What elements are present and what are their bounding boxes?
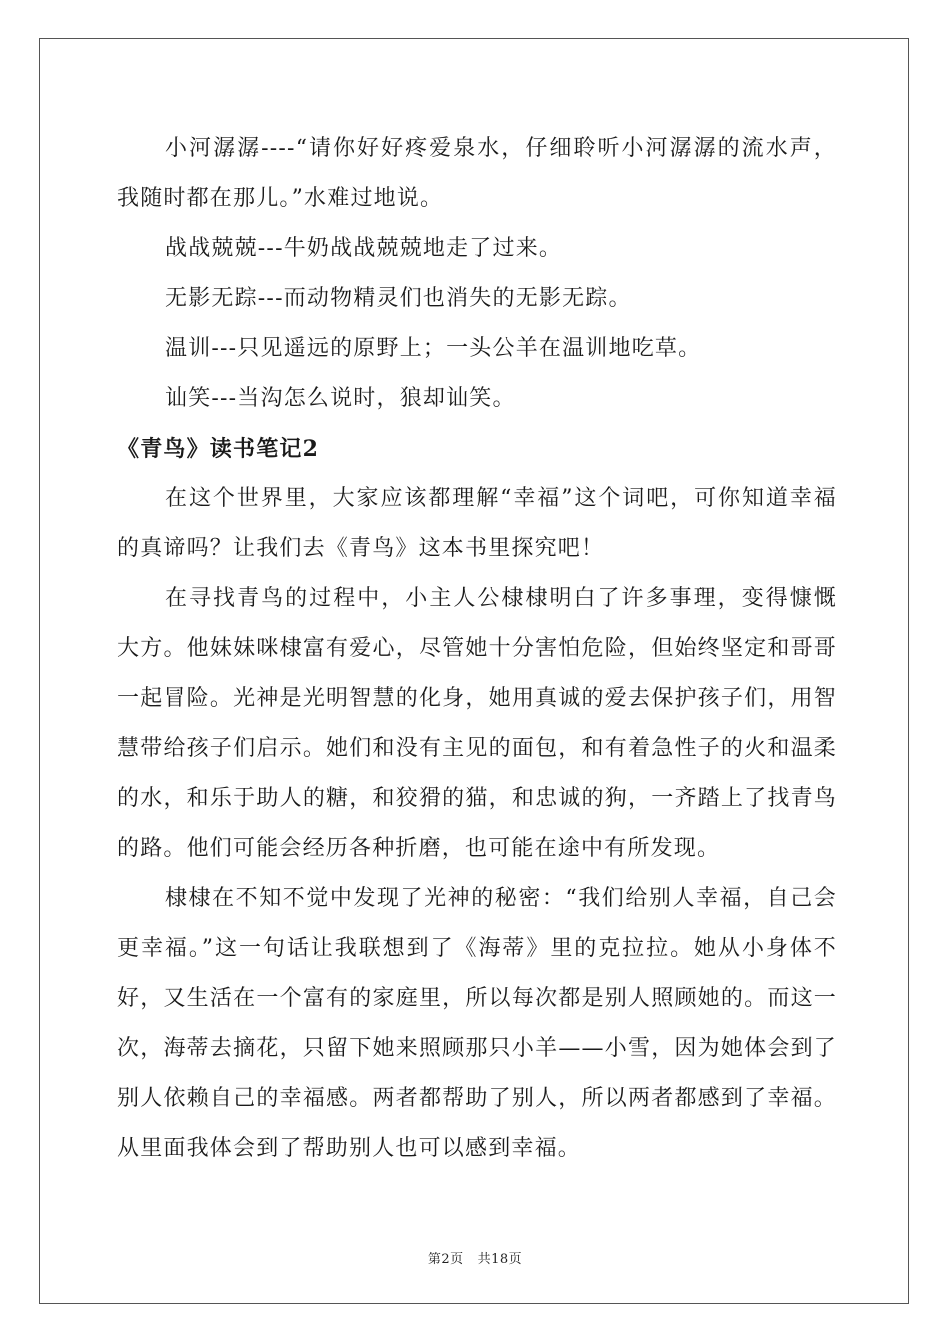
page-number: 第2页 [427, 1252, 464, 1267]
paragraph-journey: 在寻找青鸟的过程中，小主人公棣棣明白了许多事理，变得慷慨大方。他妹妹咪棣富有爱心，尽管她十分害怕危险，但始终坚定和哥哥一起冒险。光神是光明智慧的化身，她用真诚的爱去保护孩子们，用智慧带给孩子们启示。她们和没有主见的面包，和有着急性子的火和温柔的水，和乐于助人的糖，和狡猾的猫，和忠诚的狗，一齐踏上了找青鸟的路。他们可能会经历各种折磨，也可能在途中有所发现。 [117, 586, 837, 861]
paragraph-intro: 在这个世界里，大家应该都理解“幸福”这个词吧，可你知道幸福的真谛吗？让我们去《青鸟》这本书里探究吧！ [117, 486, 837, 561]
paragraph-xiaohe: 小河潺潺----“请你好好疼爱泉水，仔细聆听小河潺潺的流水声，我随时都在那儿。”水难过地说。 [117, 136, 837, 211]
page-total: 共18页 [477, 1252, 523, 1267]
paragraph-shanxiao: 讪笑---当沟怎么说时，狼却讪笑。 [165, 386, 516, 411]
section-heading: 《青鸟》读书笔记2 [117, 436, 320, 462]
paragraph-zhanzhan: 战战兢兢---牛奶战战兢兢地走了过来。 [165, 236, 563, 261]
paragraph-wuying: 无影无踪---而动物精灵们也消失的无影无踪。 [165, 286, 632, 311]
paragraph-secret: 棣棣在不知不觉中发现了光神的秘密：“我们给别人幸福，自己会更幸福。”这一句话让我联想到了《海蒂》里的克拉拉。她从小身体不好，又生活在一个富有的家庭里，所以每次都是别人照顾她的。而这一次，海蒂去摘花，只留下她来照顾那只小羊——小雪，因为她体会到了别人依赖自己的幸福感。两者都帮助了别人，所以两者都感到了幸福。从里面我体会到了帮助别人也可以感到幸福。 [117, 886, 837, 1161]
page-footer [0, 1248, 950, 1267]
document-body [117, 124, 837, 1174]
paragraph-wenxun: 温训---只见遥远的原野上；一头公羊在温训地吃草。 [165, 336, 702, 361]
